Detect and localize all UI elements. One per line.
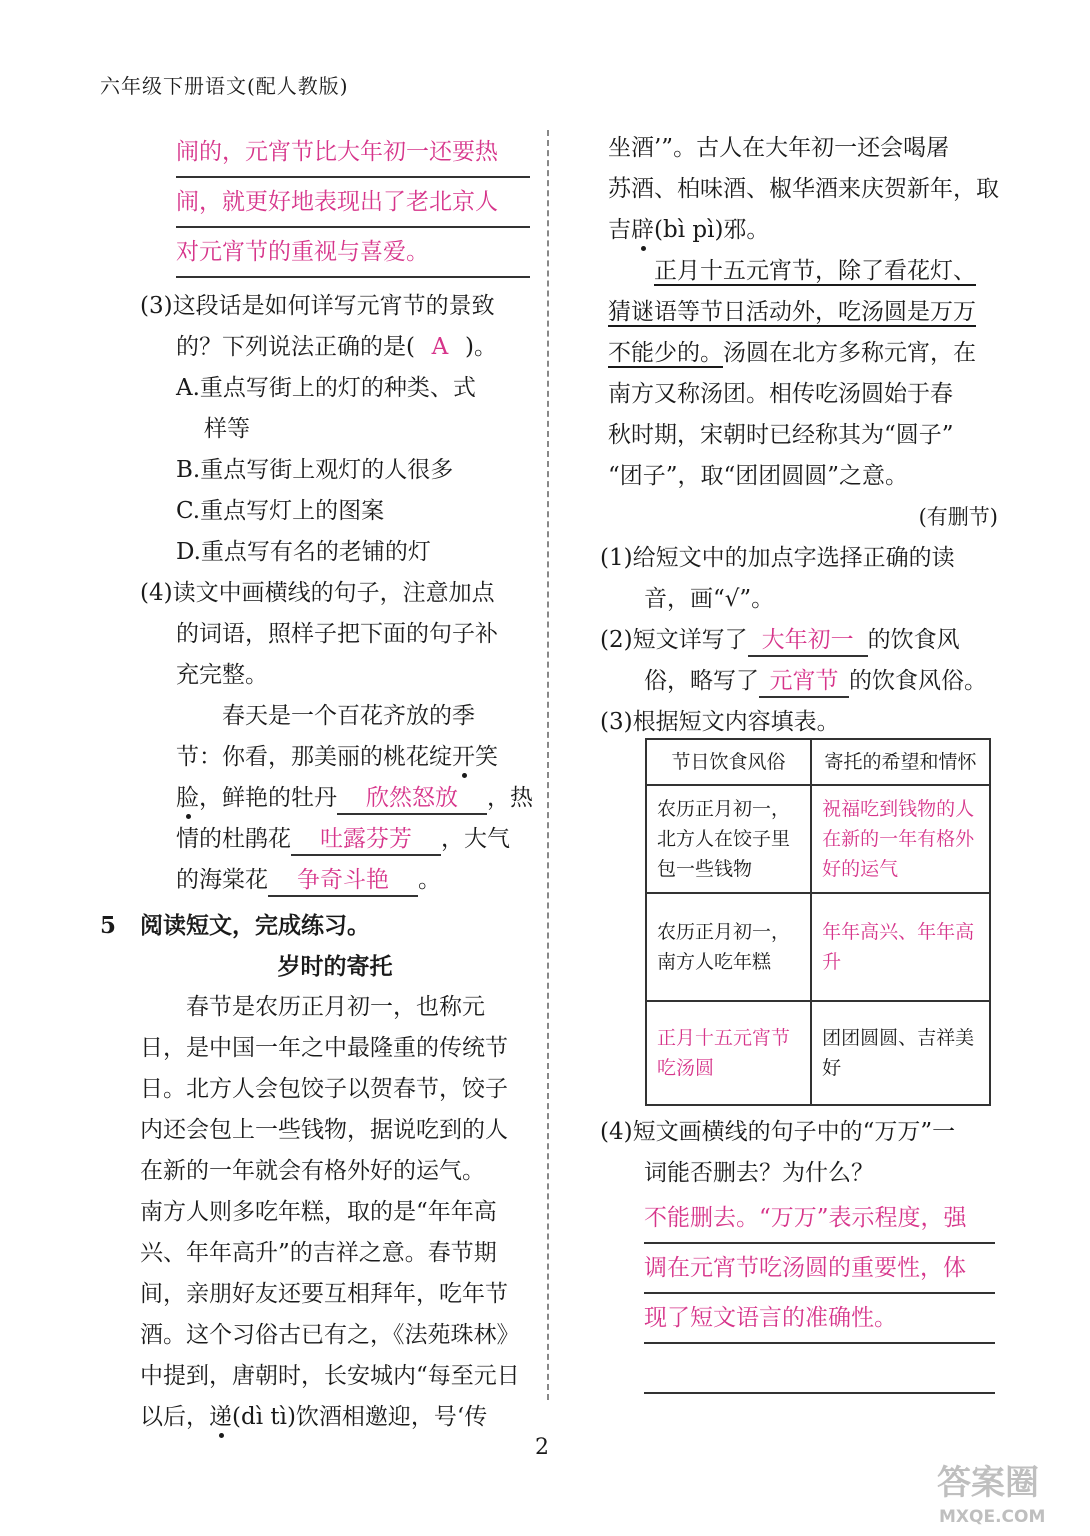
- table-header: 寄托的希望和情怀: [811, 739, 990, 785]
- sample-sentence: 情的杜鹃花 吐露芬芳 ，大气: [140, 819, 530, 860]
- dotted-character: 辟: [631, 217, 654, 243]
- source-note: (有删节): [918, 505, 998, 529]
- right-column: [600, 128, 999, 743]
- passage-line: 兴、年年高升”的吉祥之意。春节期: [140, 1240, 497, 1266]
- watermark-text: 答案圈: [937, 1463, 1039, 1503]
- question-stem: (4)读文中画横线的句子，注意加点: [140, 580, 495, 606]
- passage-line: “团子”，取“团团圆圆”之意。: [608, 463, 909, 489]
- answer-line: 调在元宵节吃汤圆的重要性，体: [644, 1244, 995, 1294]
- option-b: B.重点写街上观灯的人很多: [176, 457, 454, 483]
- passage-line: 南方又称汤团。相传吃汤圆始于春: [608, 381, 953, 407]
- answer-line-empty: [644, 1344, 995, 1394]
- page-number: 2: [535, 1435, 549, 1460]
- customs-table: [645, 738, 991, 1106]
- watermark-url: MXQE.COM: [939, 1507, 1046, 1527]
- table-cell: 团团圆圆、吉祥美好: [811, 1001, 990, 1105]
- passage-line: 在新的一年就会有格外好的运气。: [140, 1158, 485, 1184]
- passage-line: 不能少的。汤圆在北方多称元宵，在: [608, 340, 976, 366]
- question-3: (3)根据短文内容填表。: [600, 709, 840, 735]
- question-stem: 的？下列说法正确的是( A )。: [140, 327, 530, 368]
- table-row: [646, 893, 990, 1001]
- question-stem: (3)这段话是如何详写元宵节的景致: [140, 293, 495, 319]
- sample-sentence: 春天是一个百花齐放的季: [222, 703, 475, 729]
- table-header: 节日饮食风俗: [646, 739, 811, 785]
- question-2: 俗，略写了 元宵节 的饮食风俗。: [608, 661, 998, 702]
- passage-line: 吉辟(bì pì)邪。: [608, 217, 770, 243]
- passage-line: 以后，递(dì tì)饮酒相邀迎，号‘传: [140, 1404, 488, 1430]
- fill-blank-detail: 大年初一: [748, 625, 868, 657]
- question-stem: 的词语，照样子把下面的句子补: [176, 621, 498, 647]
- passage-line: 中提到，唐朝时，长安城内“每至元日: [140, 1363, 520, 1389]
- answer-line: 不能删去。“万万”表示程度，强: [644, 1194, 995, 1244]
- option-c: C.重点写灯上的图案: [176, 498, 385, 524]
- passage-line: 间，亲朋好友还要互相拜年，吃年节: [140, 1281, 508, 1307]
- underlined-sentence: 正月十五元宵节，除了看花灯、: [654, 258, 976, 284]
- answer-line: 闹，就更好地表现出了老北京人: [176, 178, 530, 228]
- passage-line: 内还会包上一些钱物，据说吃到的人: [140, 1117, 508, 1143]
- sample-sentence: 节：你看，那美丽的桃花绽开笑: [176, 744, 498, 770]
- table-cell: 农历正月初一，北方人在饺子里包一些钱物: [646, 785, 811, 893]
- table-row: [646, 1001, 990, 1105]
- answer-line: 对元宵节的重视与喜爱。: [176, 228, 530, 278]
- passage-line: 南方人则多吃年糕，取的是“年年高: [140, 1199, 497, 1225]
- question-4-right: [600, 1112, 995, 1394]
- option-d: D.重点写有名的老铺的灯: [176, 539, 431, 565]
- question-4: [100, 573, 533, 901]
- answer-line: 闹的，元宵节比大年初一还要热: [176, 128, 530, 178]
- table-cell-answer: 年年高兴、年年高升: [811, 893, 990, 1001]
- fill-blank-3: 争奇斗艳: [268, 865, 418, 897]
- question-5: [100, 905, 530, 1438]
- question-5-instruction: 5 阅读短文，完成练习。: [100, 912, 371, 939]
- option-a-cont: 样等: [204, 416, 250, 442]
- question-stem: 充完整。: [176, 662, 268, 688]
- passage-line: 春节是农历正月初一，也称元: [186, 994, 485, 1020]
- passage-line: 坐酒’”。古人在大年初一还会喝屠: [608, 135, 950, 161]
- dotted-words: 绽开笑: [429, 744, 498, 770]
- dotted-character: 递: [209, 1404, 232, 1430]
- sample-sentence: 的海棠花 争奇斗艳 。: [140, 860, 530, 901]
- passage-line: 酒。这个习俗古已有之，《法苑珠林》: [140, 1322, 520, 1348]
- left-column: [100, 128, 533, 1438]
- passage-line: 日，是中国一年之中最隆重的传统节: [140, 1035, 508, 1061]
- fill-blank-brief: 元宵节: [759, 666, 849, 698]
- passage: [100, 987, 530, 1438]
- question-3: [100, 286, 530, 573]
- option-a: A.重点写街上的灯的种类、式: [176, 375, 476, 401]
- column-divider: [547, 130, 549, 1400]
- fill-blank-2: 吐露芬芳: [291, 824, 441, 856]
- passage-line: 秋时期，宋朝时已经称其为“圆子”: [608, 422, 954, 448]
- table-cell-answer: 正月十五元宵节吃汤圆: [646, 1001, 811, 1105]
- table-row: [646, 785, 990, 893]
- passage-line: 苏酒、柏味酒、椒华酒来庆贺新年，取: [608, 176, 999, 202]
- question-stem: (4)短文画横线的句子中的“万万”一: [600, 1119, 956, 1145]
- question-stem: 词能否删去？为什么？: [644, 1160, 874, 1186]
- table-cell-answer: 祝福吃到钱物的人在新的一年有格外好的运气: [811, 785, 990, 893]
- passage-line: 日。北方人会包饺子以贺春节，饺子: [140, 1076, 508, 1102]
- fill-blank-1: 欣然怒放: [337, 783, 487, 815]
- underlined-sentence: 猜谜语等节日活动外，吃汤圆是万万: [608, 299, 976, 325]
- table-cell: 农历正月初一，南方人吃年糕: [646, 893, 811, 1001]
- watermark-logo: [935, 1458, 1075, 1528]
- passage-title: 岁时的寄托: [277, 953, 393, 980]
- question-1: (1)给短文中的加点字选择正确的读: [600, 545, 955, 571]
- page-header: 六年级下册语文(配人教版): [100, 74, 349, 98]
- question-1: 音，画“√”。: [644, 586, 775, 612]
- answer-choice: A: [431, 334, 449, 360]
- sample-sentence: 脸，鲜艳的牡丹 欣然怒放 ，热: [140, 778, 530, 819]
- table-header-row: [646, 739, 990, 785]
- answer-line: 现了短文语言的准确性。: [644, 1294, 995, 1344]
- question-2: (2)短文详写了 大年初一 的饮食风: [600, 620, 998, 661]
